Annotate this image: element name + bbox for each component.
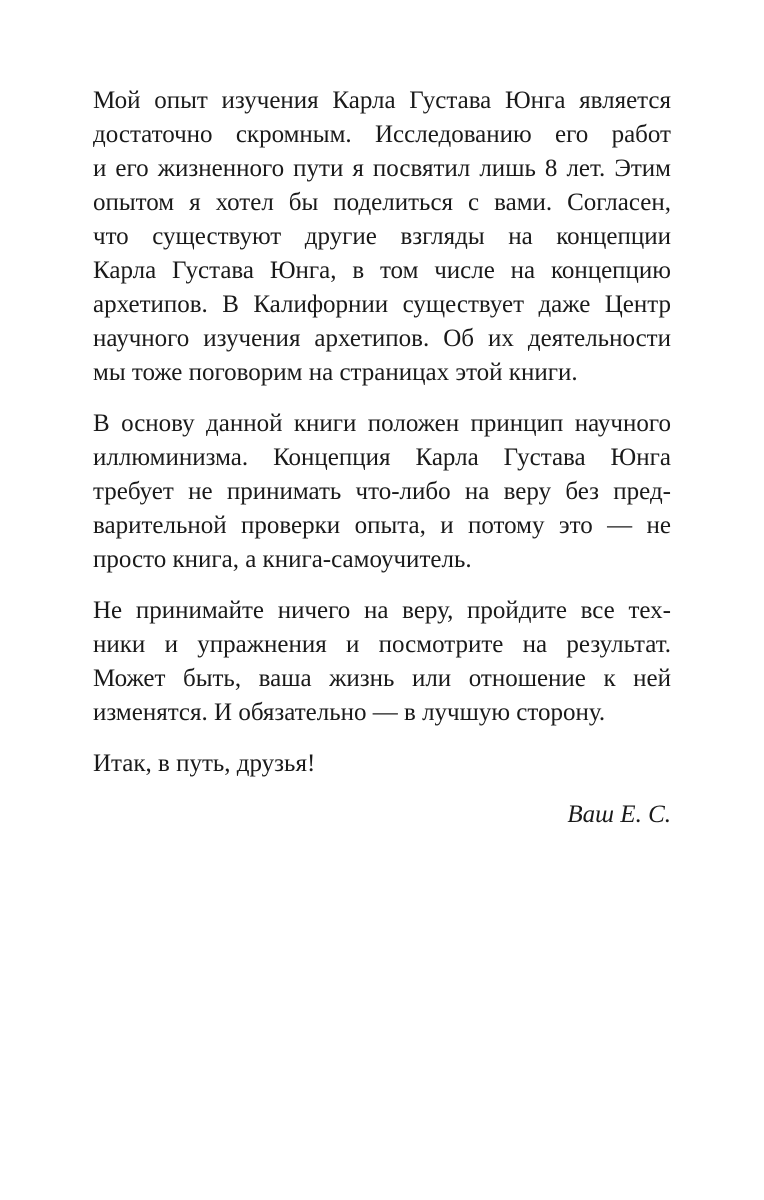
text-line: научного изучения архетипов. Об их деятельности xyxy=(93,325,671,352)
text-line: В основу данной книги положен принцип научного xyxy=(93,410,671,437)
text-line: Не принимайте ничего на веру, пройдите все тех- xyxy=(93,597,671,624)
signature: Ваш Е. С. xyxy=(567,801,671,828)
text-line: Мой опыт изучения Карла Густава Юнга является xyxy=(93,87,671,114)
text-line: Карла Густава Юнга, в том числе на концепцию xyxy=(93,257,671,284)
paragraph-4 xyxy=(93,747,671,781)
text-line: просто книга, а книга-самоучитель. xyxy=(93,546,472,573)
text-line: Итак, в путь, друзья! xyxy=(93,750,316,777)
text-line: требует не принимать что-либо на веру без пред- xyxy=(93,478,671,505)
text-line: что существуют другие взгляды на концепции xyxy=(93,223,671,250)
book-page xyxy=(93,84,671,832)
text-line: Может быть, ваша жизнь или отношение к ней xyxy=(93,665,671,692)
text-line: и его жизненного пути я посвятил лишь 8 лет. Этим xyxy=(93,155,671,182)
paragraph-3 xyxy=(93,594,671,730)
paragraph-2 xyxy=(93,407,671,577)
text-line: варительной проверки опыта, и потому это — не xyxy=(93,512,671,539)
text-line: ники и упражнения и посмотрите на результат. xyxy=(93,631,671,658)
text-line: достаточно скромным. Исследованию его работ xyxy=(93,121,671,148)
paragraph-1 xyxy=(93,84,671,390)
text-line: иллюминизма. Концепция Карла Густава Юнга xyxy=(93,444,671,471)
text-line: изменятся. И обязательно — в лучшую сторону. xyxy=(93,699,606,726)
text-line: архетипов. В Калифорнии существует даже Центр xyxy=(93,291,671,318)
text-line: опытом я хотел бы поделиться с вами. Согласен, xyxy=(93,189,671,216)
text-line: мы тоже поговорим на страницах этой книги. xyxy=(93,359,578,386)
